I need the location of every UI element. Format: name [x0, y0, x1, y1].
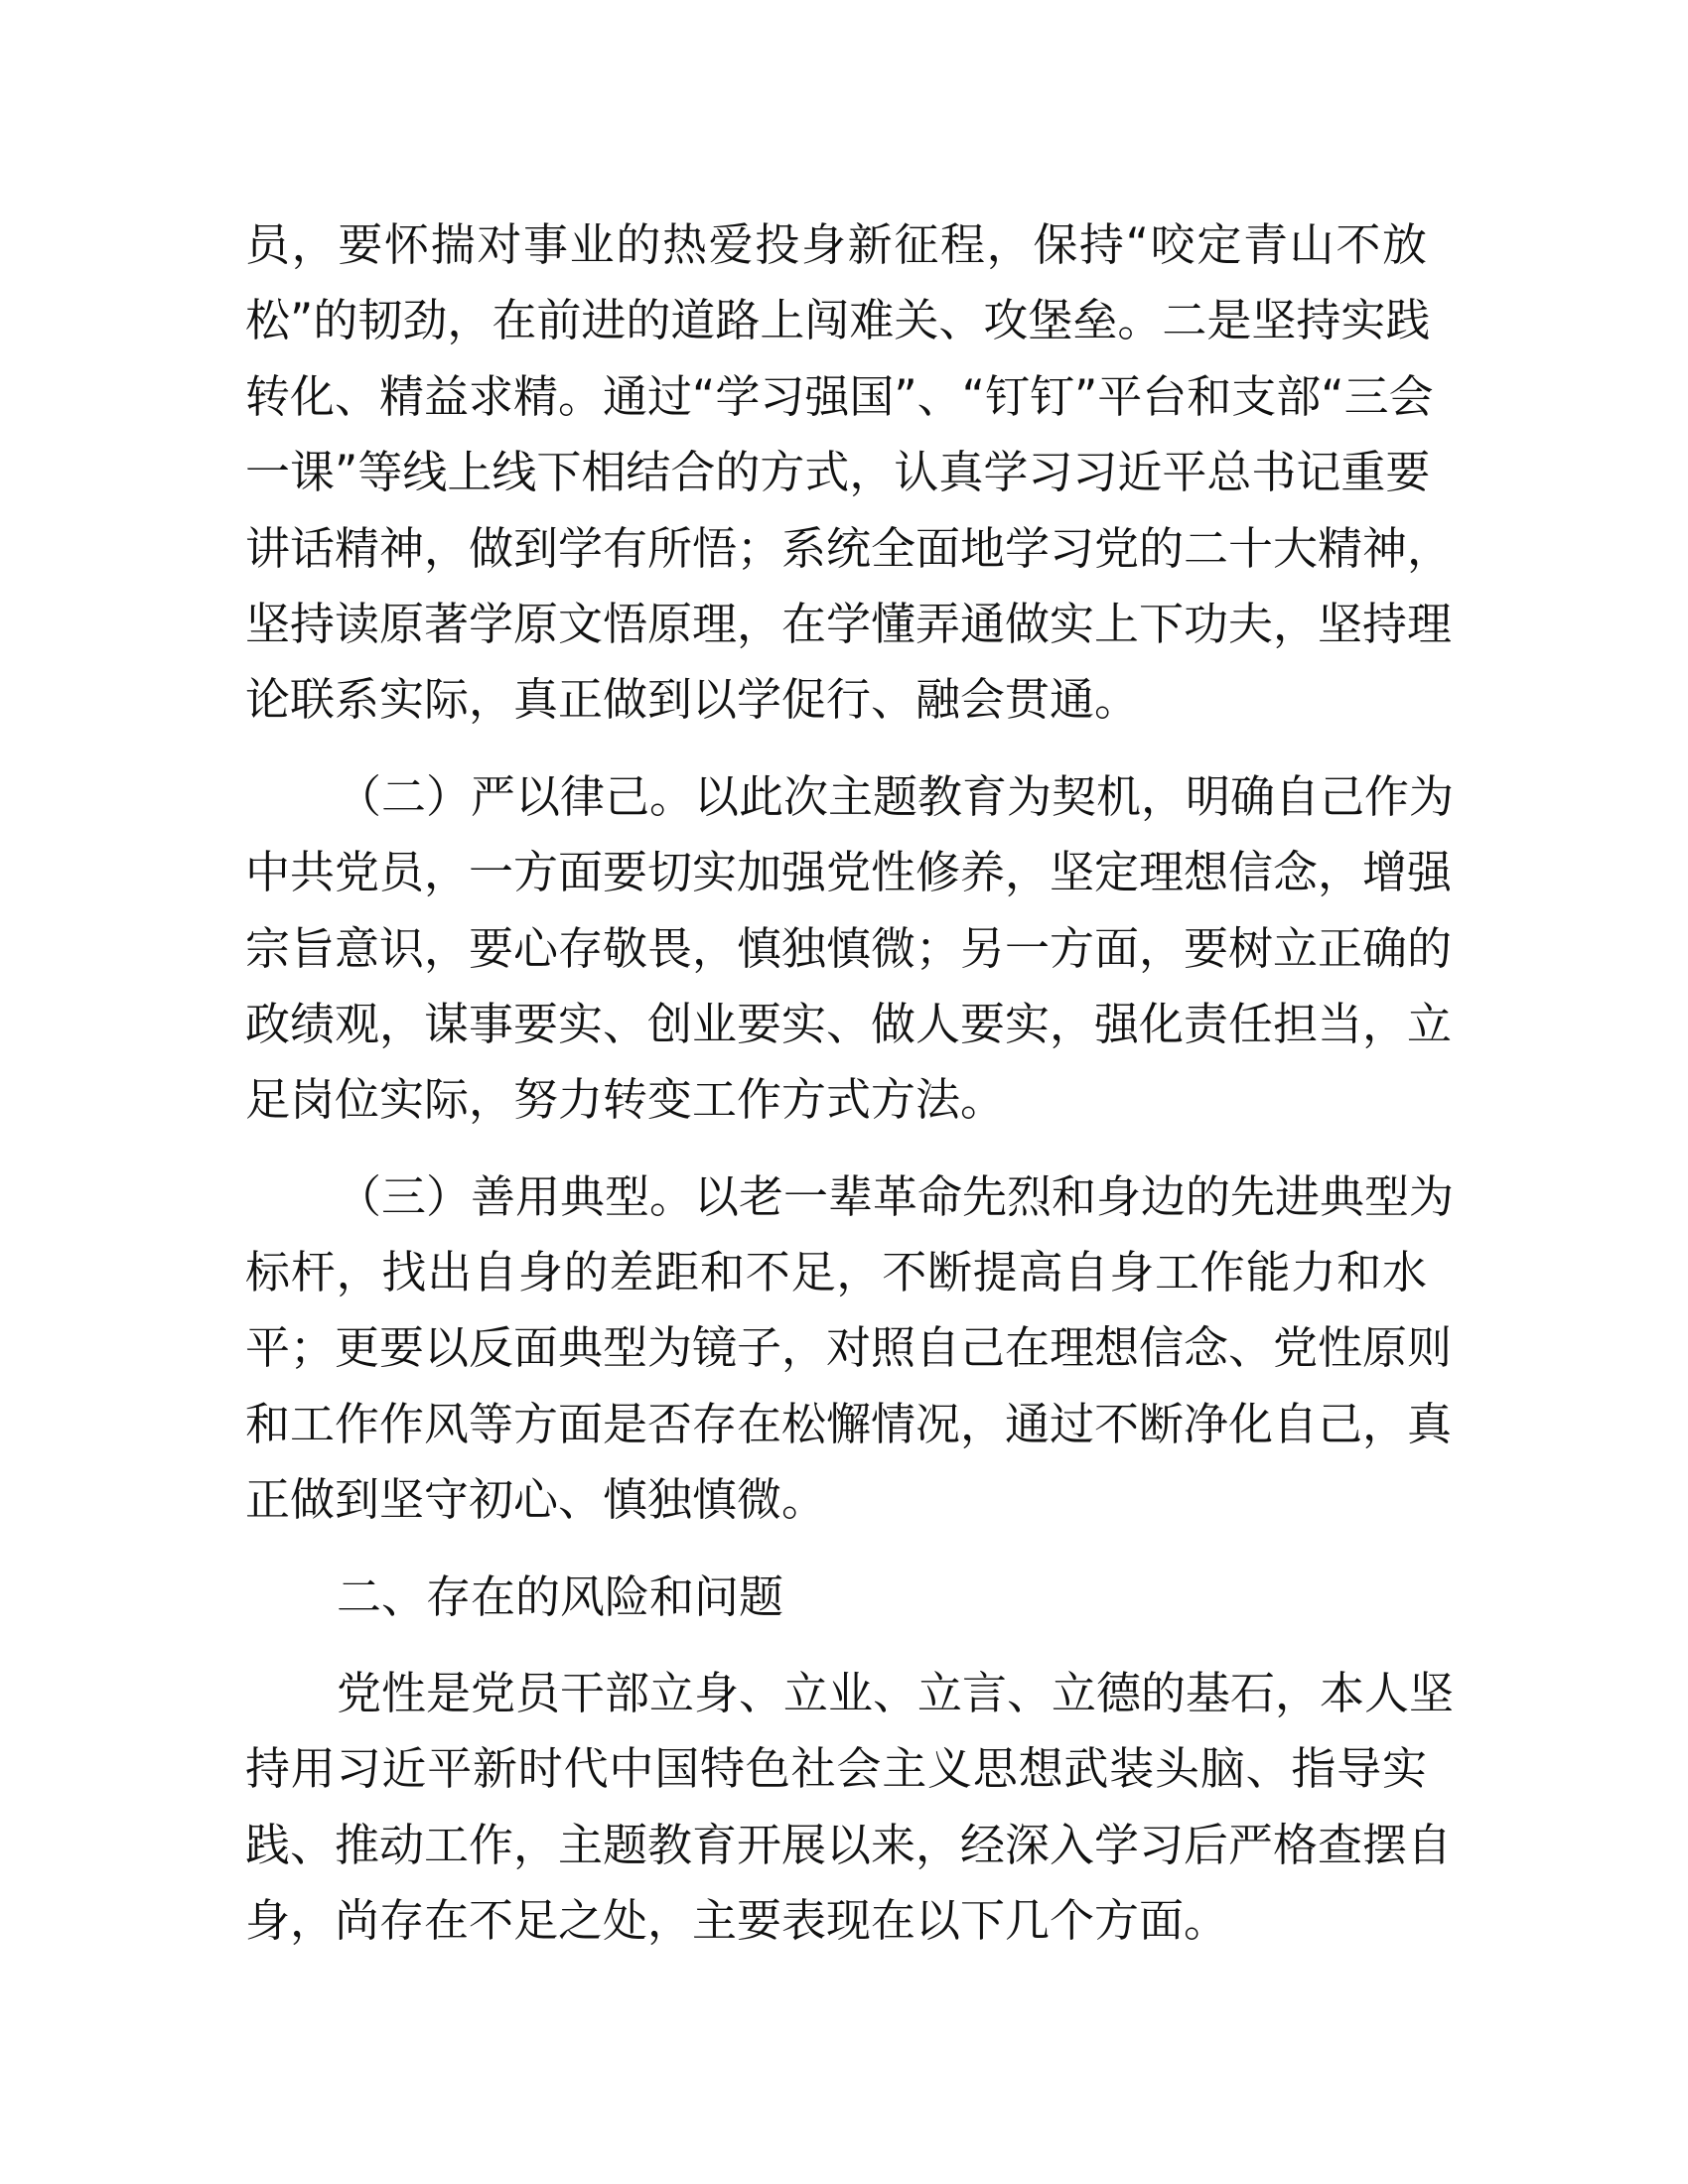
text-line: 中共党员，一方面要切实加强党性修养，坚定理想信念，增强 [245, 846, 1453, 899]
text-line: 身，尚存在不足之处，主要表现在以下几个方面。 [245, 1894, 1229, 1948]
text-line: 践、推动工作，主题教育开展以来，经深入学习后严格查摆自 [245, 1818, 1453, 1871]
text-line: 政绩观，谋事要实、创业要实、做人要实，强化责任担当，立 [245, 997, 1453, 1050]
text-line: （三）善用典型。以老一辈革命先烈和身边的先进典型为 [337, 1169, 1455, 1223]
text-line: 持用习近平新时代中国特色社会主义思想武装头脑、指导实 [245, 1742, 1427, 1796]
paragraph [245, 207, 1453, 739]
text-line: 宗旨意识，要心存敬畏，慎独慎微；另一方面，要树立正确的 [245, 921, 1453, 975]
text-line: 一课”等线上线下相结合的方式，认真学习习近平总书记重要 [245, 446, 1431, 499]
text-line: 标杆，找出自身的差距和不足，不断提高自身工作能力和水 [245, 1246, 1427, 1299]
text-line: 党性是党员干部立身、立业、立言、立德的基石，本人坚 [337, 1667, 1455, 1720]
text-line: 足岗位实际，努力转变工作方式方法。 [245, 1073, 1006, 1127]
text-line: 论联系实际，真正做到以学促行、融会贯通。 [245, 673, 1140, 727]
text-line: 松”的韧劲，在前进的道路上闯难关、攻堡垒。二是坚持实践 [245, 294, 1431, 347]
text-line: 转化、精益求精。通过“学习强国”、“钉钉”平台和支部“三会 [245, 369, 1434, 423]
text-line: 正做到坚守初心、慎独慎微。 [245, 1473, 827, 1527]
section-heading [245, 1560, 1427, 1635]
paragraph [245, 1656, 1455, 1960]
text-line: 二、存在的风险和问题 [337, 1570, 784, 1623]
text-line: 和工作作风等方面是否存在松懈情况，通过不断净化自己，真 [245, 1397, 1453, 1450]
paragraph [245, 759, 1455, 1139]
paragraph [245, 1160, 1455, 1539]
text-line: 讲话精神，做到学有所悟；系统全面地学习党的二十大精神， [245, 521, 1453, 575]
document-page [245, 207, 1455, 1980]
text-line: 员，要怀揣对事业的热爱投身新征程，保持“咬定青山不放 [245, 218, 1427, 271]
text-line: 坚持读原著学原文悟原理，在学懂弄通做实上下功夫，坚持理 [245, 597, 1453, 650]
text-line: （二）严以律己。以此次主题教育为契机，明确自己作为 [337, 769, 1455, 823]
text-line: 平；更要以反面典型为镜子，对照自己在理想信念、党性原则 [245, 1321, 1453, 1375]
